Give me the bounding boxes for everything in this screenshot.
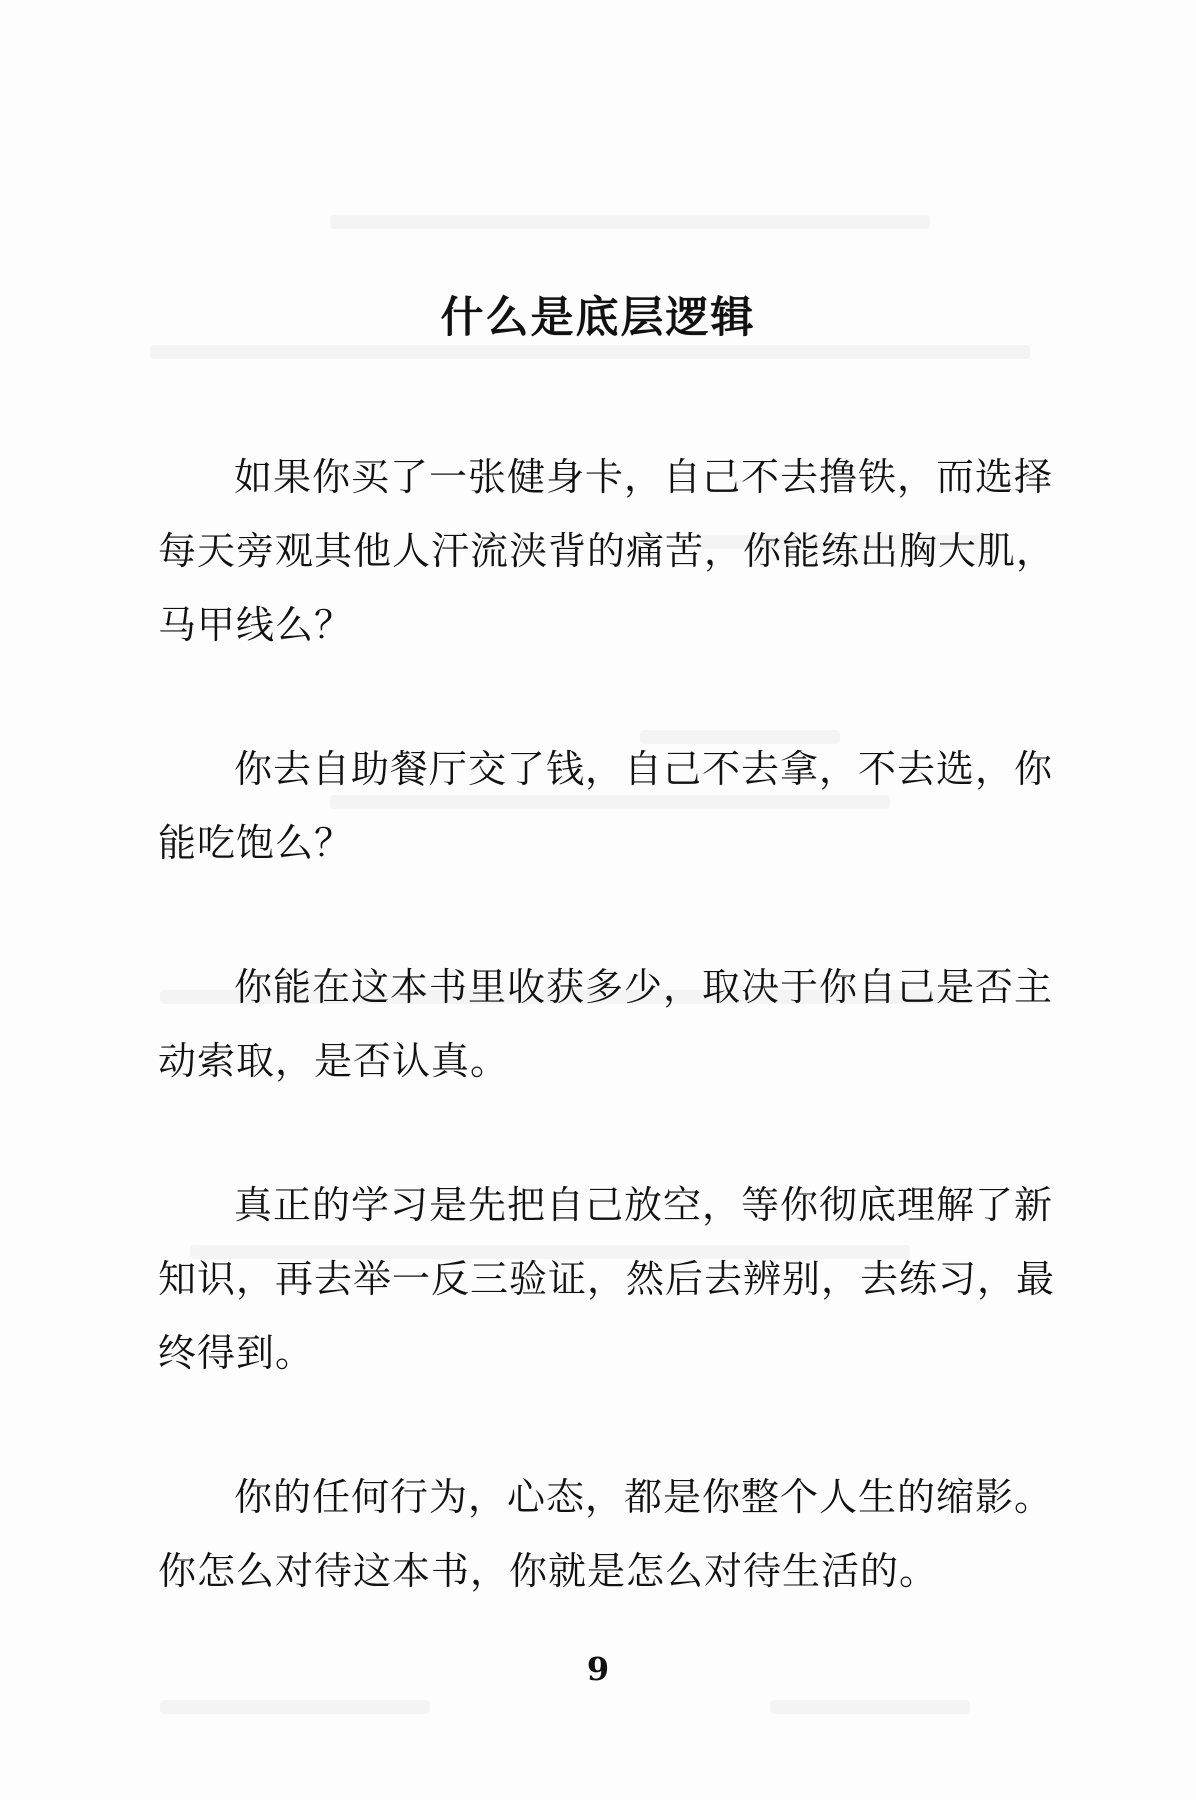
- show-through-mark: [770, 1700, 970, 1714]
- paragraph: 如果你买了一张健身卡，自己不去撸铁，而选择每天旁观其他人汗流浃背的痛苦，你能练出胸大肌，马甲线么？: [158, 455, 1056, 647]
- body-text: [158, 440, 1058, 1678]
- paragraph: 你的任何行为，心态，都是你整个人生的缩影。你怎么对待这本书，你就是怎么对待生活的。: [158, 1475, 1054, 1593]
- paragraph: 你能在这本书里收获多少，取决于你自己是否主动索取，是否认真。: [158, 965, 1054, 1083]
- page-number: 9: [586, 1650, 610, 1688]
- paragraph: 真正的学习是先把自己放空，等你彻底理解了新知识，再去举一反三验证，然后去辨别，去练习，最终得到。: [158, 1183, 1056, 1375]
- page-title: 什么是底层逻辑: [440, 293, 756, 343]
- show-through-mark: [330, 215, 930, 229]
- show-through-mark: [160, 1700, 430, 1714]
- paragraph: 你去自助餐厅交了钱，自己不去拿，不去选，你能吃饱么？: [158, 747, 1054, 865]
